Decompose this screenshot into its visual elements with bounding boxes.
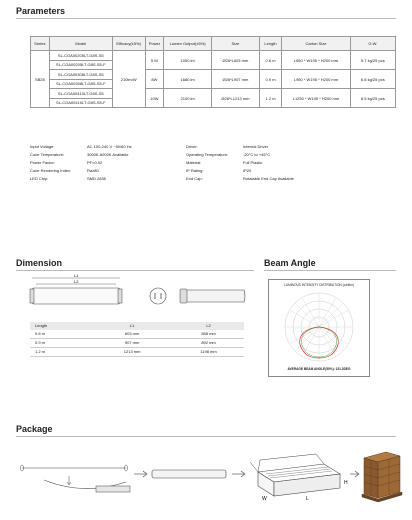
package-steps-illustration — [14, 442, 404, 506]
power-cell: 5 W — [145, 51, 164, 70]
table-cell: 892 mm — [168, 339, 244, 348]
gw-cell: 5.7 kg/25 pcs — [350, 51, 395, 70]
spec-value: Rotatable End Cap Available — [243, 176, 294, 181]
col-header: Lumen Output(±5%) — [164, 37, 212, 51]
table-cell: 1.2 m — [30, 348, 91, 357]
section-divider — [16, 270, 254, 271]
col-header: Length — [30, 322, 91, 330]
tube-end-cap — [180, 289, 187, 303]
tube-side-view — [32, 288, 120, 304]
tube-end-cap-right — [118, 289, 122, 303]
spec-label: Driver: — [186, 144, 198, 149]
l1-label: L1 — [74, 273, 79, 278]
table-cell: 1213 mm — [91, 348, 168, 357]
table-row — [31, 89, 396, 99]
lumen-cell: 1050 lm — [164, 51, 212, 70]
power-cell: 10W — [145, 89, 164, 108]
spec-label: Input Voltage: — [30, 144, 55, 149]
carton-cell: L1250 * W195 * H200 mm — [282, 89, 350, 108]
table-cell: 0.9 m — [30, 339, 91, 348]
spec-row — [30, 144, 132, 152]
model-cell: SL-CGA00410LT-G8S-S5 — [49, 89, 112, 99]
table-cell: 1198 mm — [168, 348, 244, 357]
size-cell: Ø26*L1213 mm — [212, 89, 260, 108]
tube-dimension-drawing — [20, 272, 252, 320]
model-cell: SL-CGA00308LT-G8S-S5 — [49, 70, 112, 80]
col-header: Length — [259, 37, 282, 51]
tube-perspective-view — [186, 290, 245, 302]
spec-label: Operating Temperature: — [186, 152, 229, 157]
spec-row — [186, 160, 294, 168]
col-header: Model — [49, 37, 112, 51]
spec-value: Full Plastic — [243, 160, 263, 165]
table-row — [30, 330, 244, 339]
lumen-cell: 1680 lm — [164, 70, 212, 89]
spec-row — [186, 152, 294, 160]
col-header: Size — [212, 37, 260, 51]
model-cell: SL-CGA00308LT-G8S-S5-F — [49, 79, 112, 89]
spec-row — [30, 160, 132, 168]
series-cell: SB28 — [31, 51, 50, 108]
col-header: Carton Size — [282, 37, 350, 51]
model-cell: SL-CGA00205LT-G8S-S5-F — [49, 60, 112, 70]
section-title-beam-angle: Beam Angle — [264, 258, 316, 268]
tube-end-view — [150, 288, 166, 304]
spec-row — [30, 152, 132, 160]
table-cell: 603 mm — [91, 330, 168, 339]
table-cell: 907 mm — [91, 339, 168, 348]
table-row — [31, 51, 396, 61]
polar-grid — [281, 289, 357, 365]
col-header: G.W. — [350, 37, 395, 51]
spec-value: IP20 — [243, 168, 252, 173]
spec-label: Power Factor: — [30, 160, 55, 165]
length-cell: 0.6 m — [259, 51, 282, 70]
spec-label: End Cap: — [186, 176, 203, 181]
polar-chart-title: LUMINOUS INTENSITY DISTRIBUTION (cd/klm) — [284, 283, 354, 287]
specs-left-list — [30, 144, 132, 184]
spec-table — [30, 36, 396, 108]
spec-label: Color Rendering Index: — [30, 168, 72, 173]
tube-end-cap-left — [30, 289, 34, 303]
spec-row — [30, 168, 132, 176]
spec-value: -20°C to +45°C — [243, 152, 271, 157]
spec-label: LED Chip: — [30, 176, 49, 181]
dimension-table — [30, 322, 244, 357]
carton-cell: L650 * W195 * H200 mm — [282, 51, 350, 70]
section-divider — [264, 270, 396, 271]
carton-h-label: H — [344, 480, 348, 486]
lumen-cell: 2100 lm — [164, 89, 212, 108]
specs-right-list — [186, 144, 294, 184]
col-header: Efficacy(±5%) — [112, 37, 145, 51]
spec-label: Material: — [186, 160, 202, 165]
col-header: Power — [145, 37, 164, 51]
wrapped-tube — [152, 470, 226, 478]
spec-row — [186, 144, 294, 152]
model-cell: SL-CGA00205LT-G8S-S5 — [49, 51, 112, 61]
length-cell: 1.2 m — [259, 89, 282, 108]
section-divider — [16, 436, 396, 437]
spec-value: Internal Driver — [243, 144, 269, 149]
spec-value: 3000K-6000K Available — [87, 152, 129, 157]
section-title-parameters: Parameters — [16, 6, 66, 16]
spec-row — [186, 176, 294, 184]
gw-cell: 8.5 kg/25 pcs — [350, 89, 395, 108]
dimension-table-header — [30, 322, 244, 330]
palletized-cartons — [362, 452, 402, 502]
spec-label: Color Temperature: — [30, 152, 65, 157]
col-header: L2 — [168, 322, 244, 330]
spec-value: AC 100-240 V ~50/60 Hz — [87, 144, 132, 149]
spec-label: IP Rating: — [186, 168, 204, 173]
carton-w-label: W — [262, 496, 267, 502]
table-row — [31, 70, 396, 80]
carton-l-label: L — [306, 496, 309, 502]
l2-label: L2 — [74, 279, 79, 284]
spec-value: PF>0.92 — [87, 160, 103, 165]
table-row — [30, 339, 244, 348]
gw-cell: 6.8 kg/25 pcs — [350, 70, 395, 89]
size-cell: Ø26*L603 mm — [212, 51, 260, 70]
table-row — [30, 348, 244, 357]
size-cell: Ø26*L907 mm — [212, 70, 260, 89]
table-cell: 588 mm — [168, 330, 244, 339]
spec-value: SMD 2835 — [87, 176, 106, 181]
beam-angle-polar-chart — [268, 279, 370, 377]
power-cell: 8W — [145, 70, 164, 89]
spec-row — [186, 168, 294, 176]
efficacy-cell: 210lm/W — [112, 51, 145, 108]
section-title-package: Package — [16, 424, 53, 434]
spec-value: Ra≥80 — [87, 168, 99, 173]
section-divider — [16, 18, 396, 19]
spec-row — [30, 176, 132, 184]
table-cell: 0.6 m — [30, 330, 91, 339]
col-header: L1 — [91, 322, 168, 330]
col-header: Series — [31, 37, 50, 51]
model-cell: SL-CGA00410LT-G8S-S5-F — [49, 98, 112, 108]
beam-angle-caption: AVERAGE BEAM ANGLE(50%): 131.2DEG — [287, 367, 351, 371]
spec-table-header — [31, 37, 396, 51]
section-title-dimension: Dimension — [16, 258, 63, 268]
carton-cell: L950 * W195 * H200 mm — [282, 70, 350, 89]
length-cell: 0.9 m — [259, 70, 282, 89]
sleeve-end — [96, 486, 130, 492]
